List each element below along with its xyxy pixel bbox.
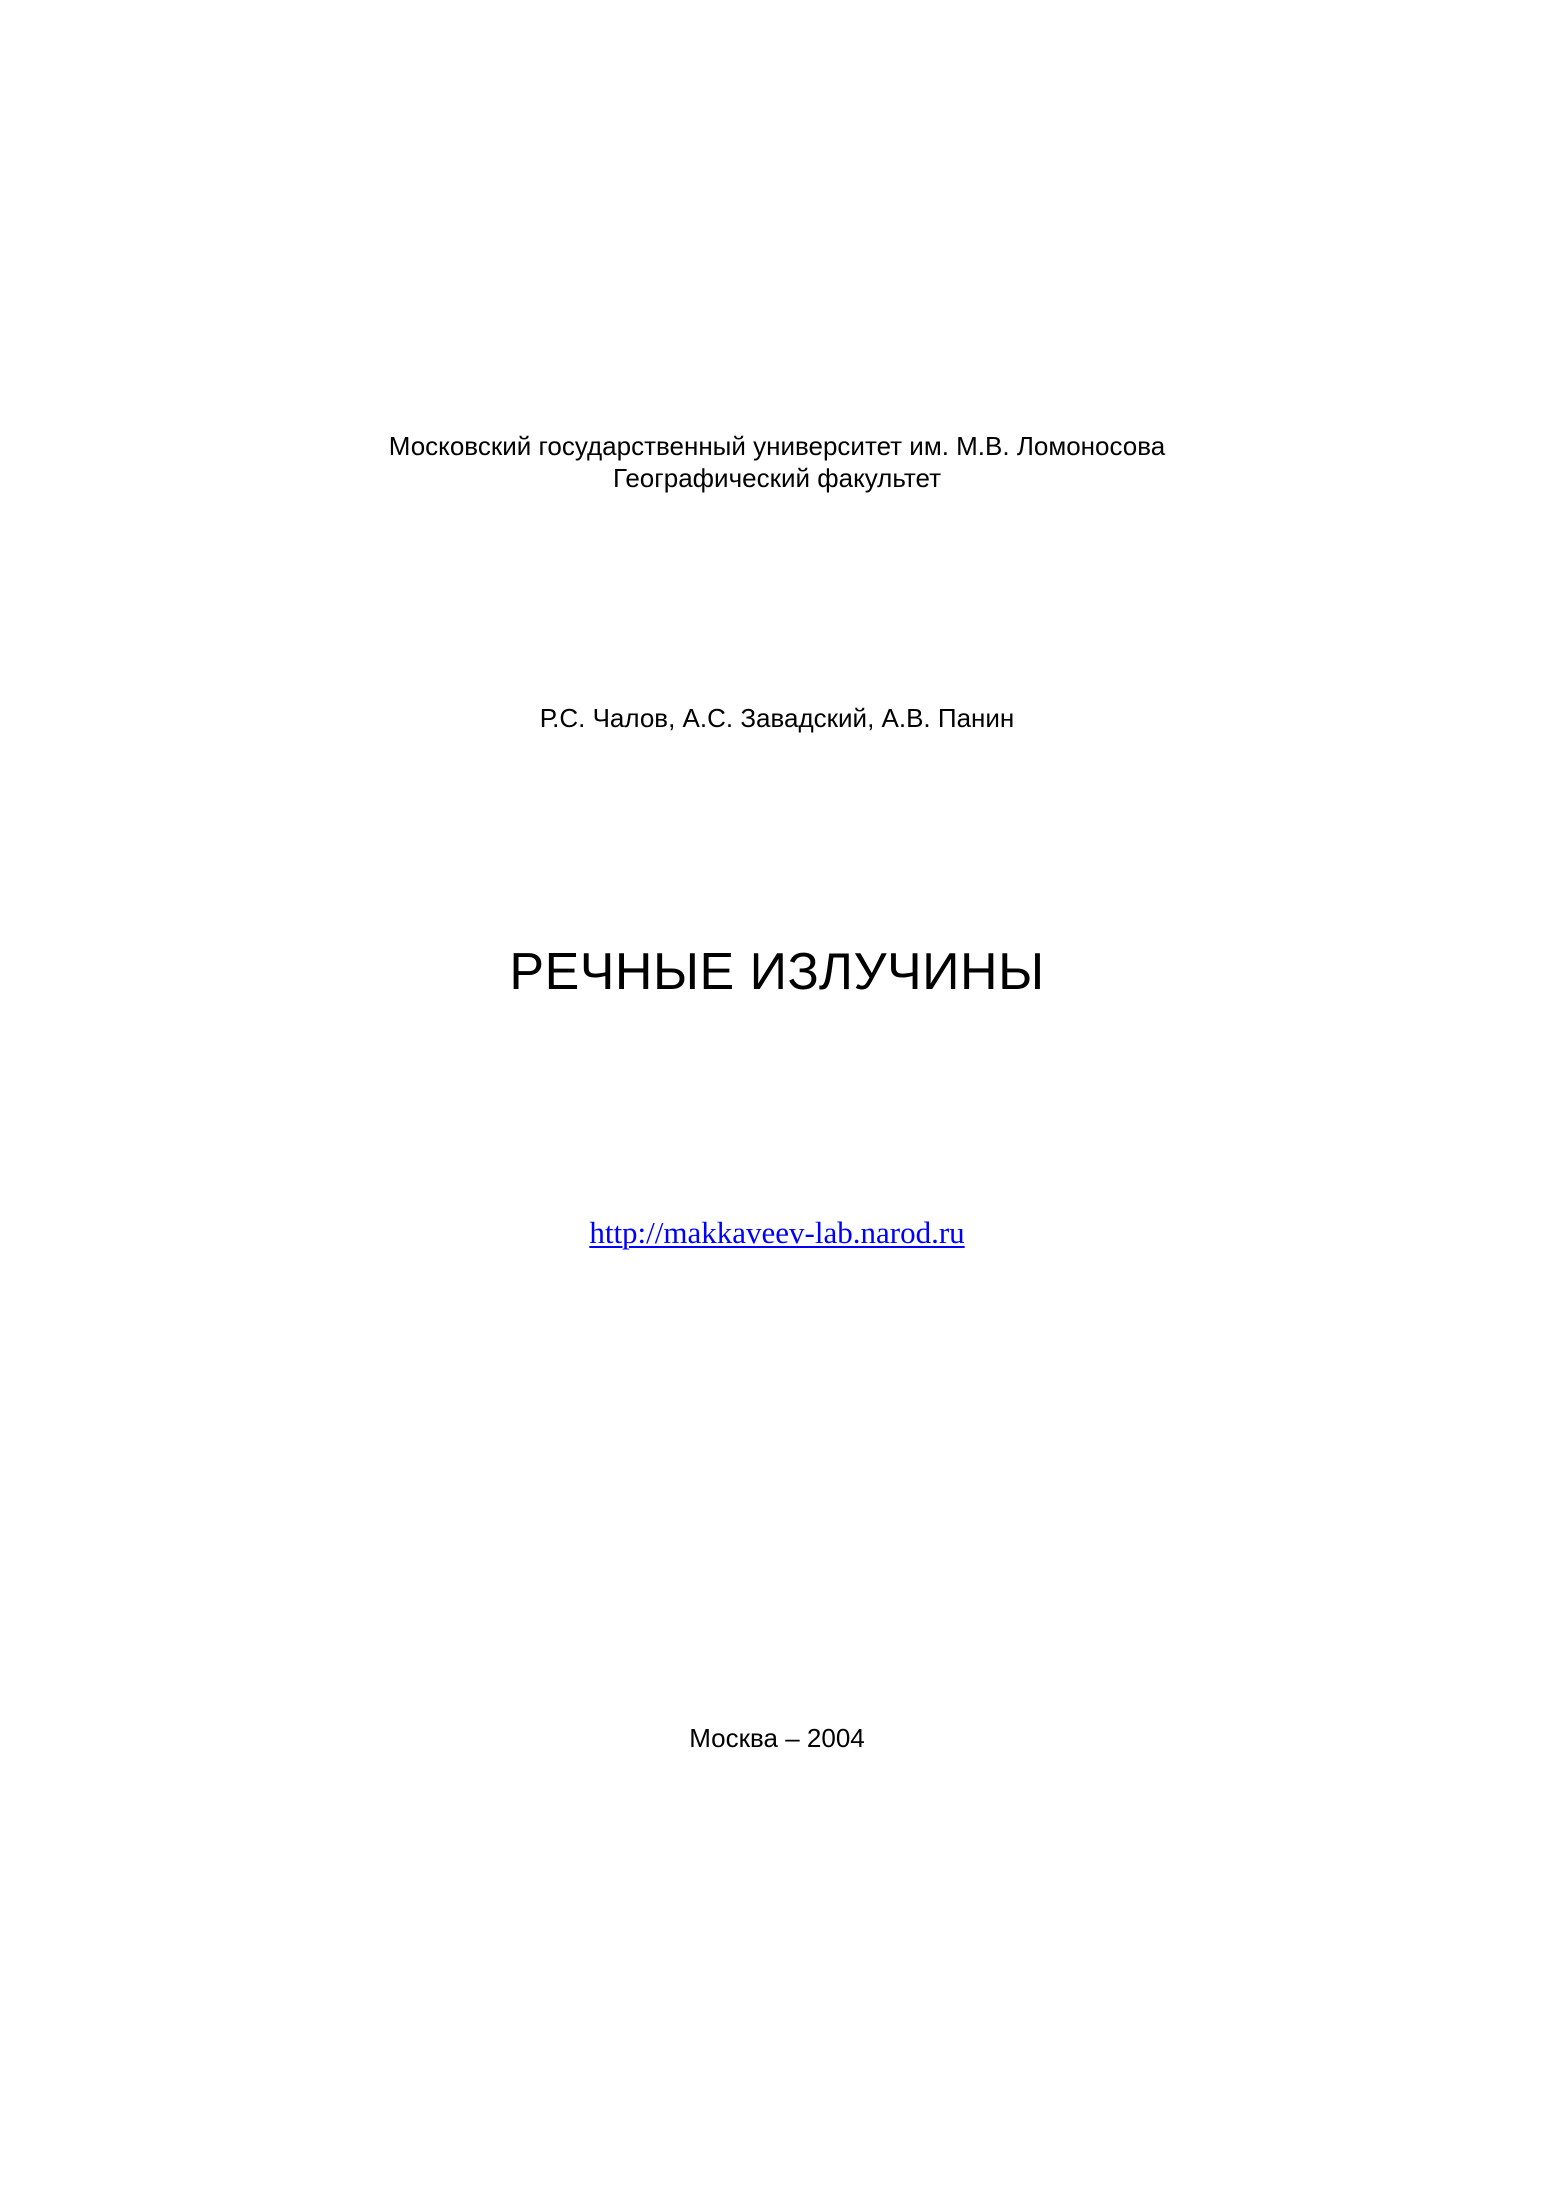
- website-link[interactable]: http://makkaveev-lab.narod.ru: [589, 1215, 965, 1250]
- faculty-name: Географический факультет: [613, 463, 941, 493]
- city-year-line: Москва – 2004: [689, 1723, 865, 1753]
- url-line: [0, 1214, 1554, 1252]
- institution-block: [0, 430, 1554, 494]
- authors-line: Р.С. Чалов, А.С. Завадский, А.В. Панин: [539, 703, 1015, 733]
- university-name: Московский государственный университет им. М.В. Ломоносова: [388, 431, 1166, 461]
- document-title: РЕЧНЫЕ ИЗЛУЧИНЫ: [509, 943, 1045, 1001]
